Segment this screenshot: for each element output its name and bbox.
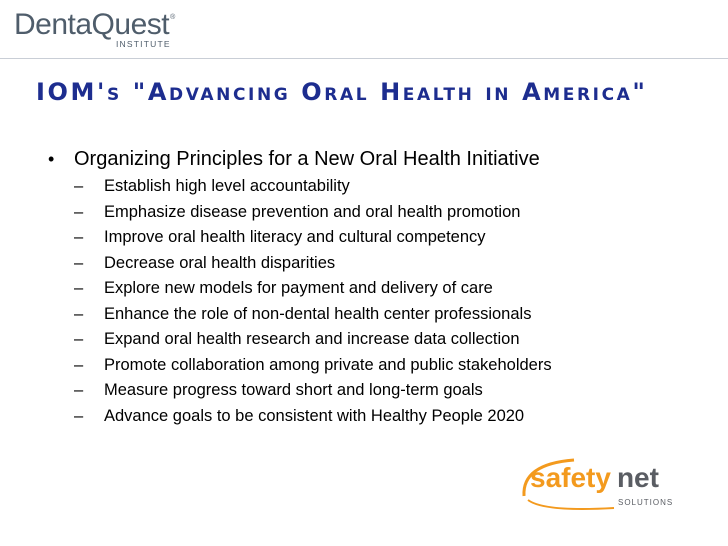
sub-bullet-text: Establish high level accountability [104,177,350,195]
logo-safety-text: safety [530,462,611,493]
slide-body [48,146,708,429]
sub-bullet [48,378,708,404]
sub-bullet-text: Measure progress toward short and long-term goals [104,381,483,399]
sub-bullet [48,404,708,430]
sub-bullet [48,174,708,200]
sub-bullet-text: Advance goals to be consistent with Healthy People 2020 [104,406,525,425]
logo-trademark: ® [170,14,175,21]
sub-bullet [48,302,708,328]
logo-net-text: net [616,462,659,493]
dentaquest-institute-logo [14,8,184,48]
sub-bullet-text: Promote collaboration among private and public stakeholders [104,355,552,374]
logo-solutions-text: SOLUTIONS [618,498,674,507]
sub-bullet-text: Expand oral health research and increase data collection [104,330,520,348]
dash-icon: – [74,406,84,425]
dash-icon: – [74,279,84,297]
bullet-dot-icon: • [48,149,55,169]
sub-bullet-text: Enhance the role of non-dental health center professionals [104,304,532,323]
slide-title: IOM's "Advancing Oral Health in America" [36,78,648,106]
sub-bullet-list [48,174,708,429]
logo-brand-text: DentaQuest [14,8,170,41]
sub-bullet-text: Explore new models for payment and delivery of care [104,279,493,297]
dash-icon: – [74,304,84,323]
main-bullet-text: Organizing Principles for a New Oral Health Initiative [74,148,540,170]
dash-icon: – [74,253,84,272]
sub-bullet [48,200,708,226]
sub-bullet-text: Improve oral health literacy and cultural competency [104,228,486,246]
sub-bullet [48,327,708,353]
sub-bullet-text: Emphasize disease prevention and oral health promotion [104,202,521,221]
sub-bullet [48,353,708,379]
sub-bullet [48,251,708,277]
dash-icon: – [74,355,84,374]
dash-icon: – [74,330,84,348]
dash-icon: – [74,228,84,246]
dash-icon: – [74,177,84,195]
header-divider [0,58,728,59]
sub-bullet [48,225,708,251]
safety-net-solutions-logo [514,456,674,516]
sub-bullet-text: Decrease oral health disparities [104,253,336,272]
main-bullet [48,146,708,172]
sub-bullet [48,276,708,302]
dash-icon: – [74,381,84,399]
logo-sub-text: INSTITUTE [116,39,171,49]
dash-icon: – [74,202,84,221]
